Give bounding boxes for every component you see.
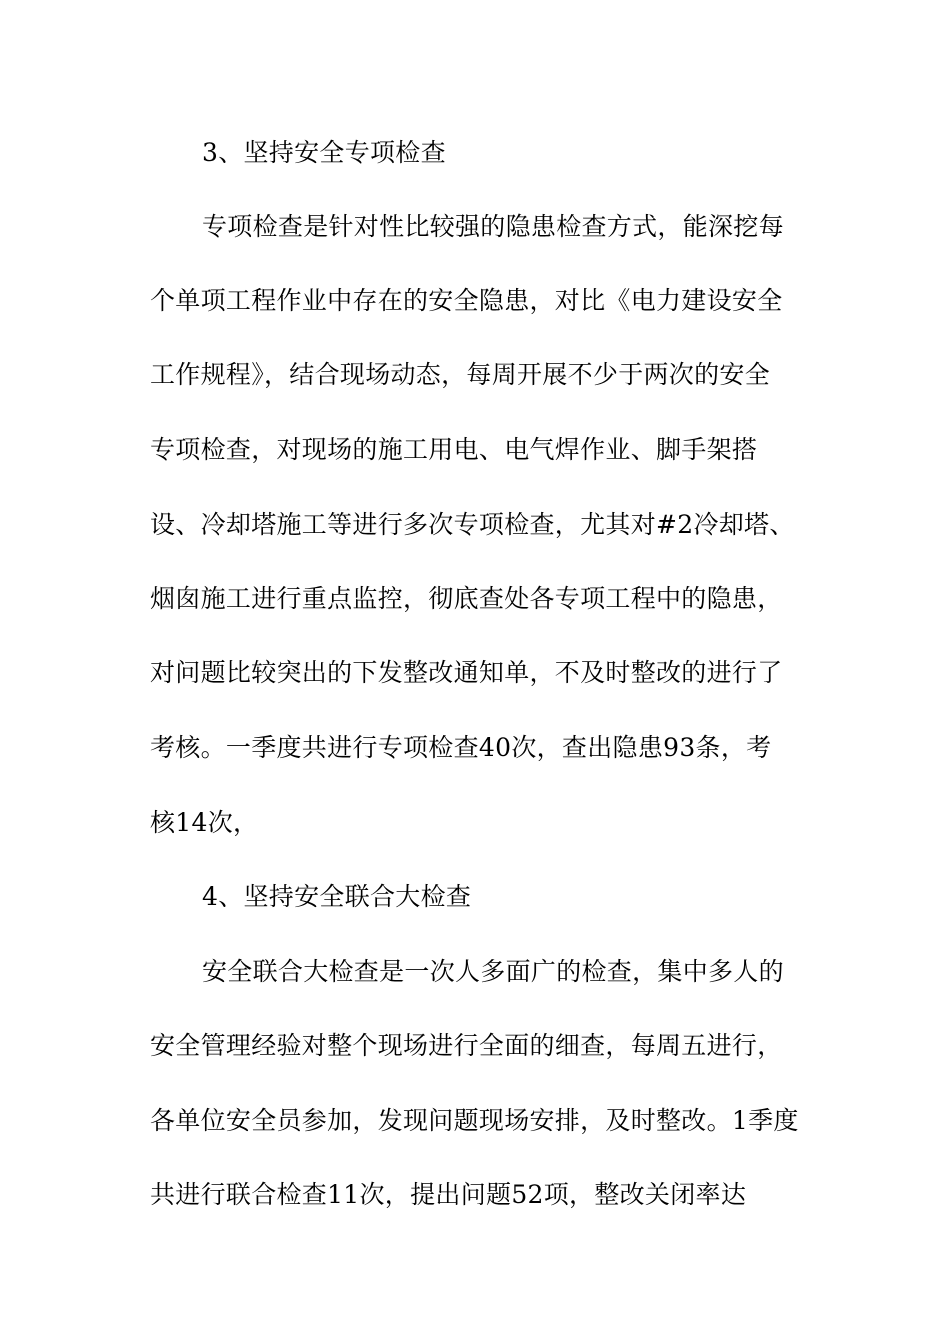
paragraph-line: 对问题比较突出的下发整改通知单，不及时整改的进行了 — [150, 658, 783, 687]
paragraph-line: 核14次， — [150, 808, 259, 837]
paragraph-line: 设、冷却塔施工等进行多次专项检查，尤其对#2冷却塔、 — [150, 510, 795, 539]
section-4-heading: 4、坚持安全联合大检查 — [202, 882, 472, 911]
paragraph-line: 个单项工程作业中存在的安全隐患，对比《电力建设安全 — [150, 286, 783, 315]
paragraph-line: 共进行联合检查11次，提出问题52项，整改关闭率达 — [150, 1180, 747, 1209]
paragraph-line: 各单位安全员参加，发现问题现场安排，及时整改。1季度 — [150, 1106, 799, 1135]
paragraph-line: 安全联合大检查是一次人多面广的检查，集中多人的 — [202, 957, 784, 986]
paragraph-line: 工作规程》，结合现场动态，每周开展不少于两次的安全 — [150, 360, 771, 389]
section-3-heading: 3、坚持安全专项检查 — [202, 138, 446, 167]
paragraph-line: 考核。一季度共进行专项检查40次，查出隐患93条，考 — [150, 733, 772, 762]
paragraph-line: 专项检查，对现场的施工用电、电气焊作业、脚手架搭 — [150, 435, 758, 464]
paragraph-line: 安全管理经验对整个现场进行全面的细查，每周五进行， — [150, 1031, 783, 1060]
paragraph-line: 专项检查是针对性比较强的隐患检查方式，能深挖每 — [202, 212, 784, 241]
paragraph-line: 烟囱施工进行重点监控，彻底查处各专项工程中的隐患， — [150, 584, 783, 613]
